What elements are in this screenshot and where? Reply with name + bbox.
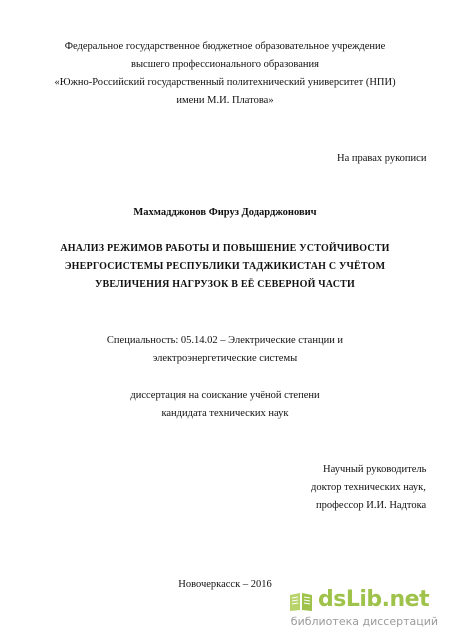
institution-block [0, 38, 450, 110]
manuscript-note: На правах рукописи [337, 153, 427, 164]
title-line-1: АНАЛИЗ РЕЖИМОВ РАБОТЫ И ПОВЫШЕНИЕ УСТОЙЧИВОСТИ [60, 243, 390, 254]
city-year: Новочеркасск – 2016 [178, 579, 272, 590]
supervisor-line-2: доктор технических наук, [311, 482, 426, 493]
title-line-2: ЭНЕРГОСИСТЕМЫ РЕСПУБЛИКИ ТАДЖИКИСТАН С УЧЁТОМ [64, 261, 386, 272]
watermark-subtitle: библиотека диссертаций [290, 615, 438, 628]
specialty-line-2: электроэнергетические системы [152, 353, 298, 364]
watermark-brand: dsLib.net [318, 587, 430, 612]
institution-line-1: Федеральное государственное бюджетное образовательное учреждение [64, 41, 386, 52]
institution-line-3: «Южно-Российский государственный политехнический университет (НПИ) [54, 77, 396, 88]
specialty-line-1: Специальность: 05.14.02 – Электрические станции и [106, 335, 344, 346]
supervisor-line-3: профессор И.И. Надтока [316, 500, 427, 511]
book-icon [288, 591, 314, 613]
specialty-block [0, 332, 450, 368]
institution-line-4: имени М.И. Платова» [176, 95, 274, 106]
degree-line-2: кандидата технических наук [161, 408, 289, 419]
degree-block [0, 387, 450, 423]
supervisor-line-1: Научный руководитель [323, 464, 427, 475]
degree-line-1: диссертация на соискание учёной степени [130, 390, 320, 401]
institution-line-2: высшего профессионального образования [131, 59, 319, 70]
author-name: Махмадджонов Фируз Додарджонович [133, 207, 317, 218]
title-line-3: УВЕЛИЧЕНИЯ НАГРУЗОК В ЕЁ СЕВЕРНОЙ ЧАСТИ [94, 279, 356, 290]
dslib-watermark [288, 587, 438, 631]
dissertation-title [0, 240, 450, 294]
